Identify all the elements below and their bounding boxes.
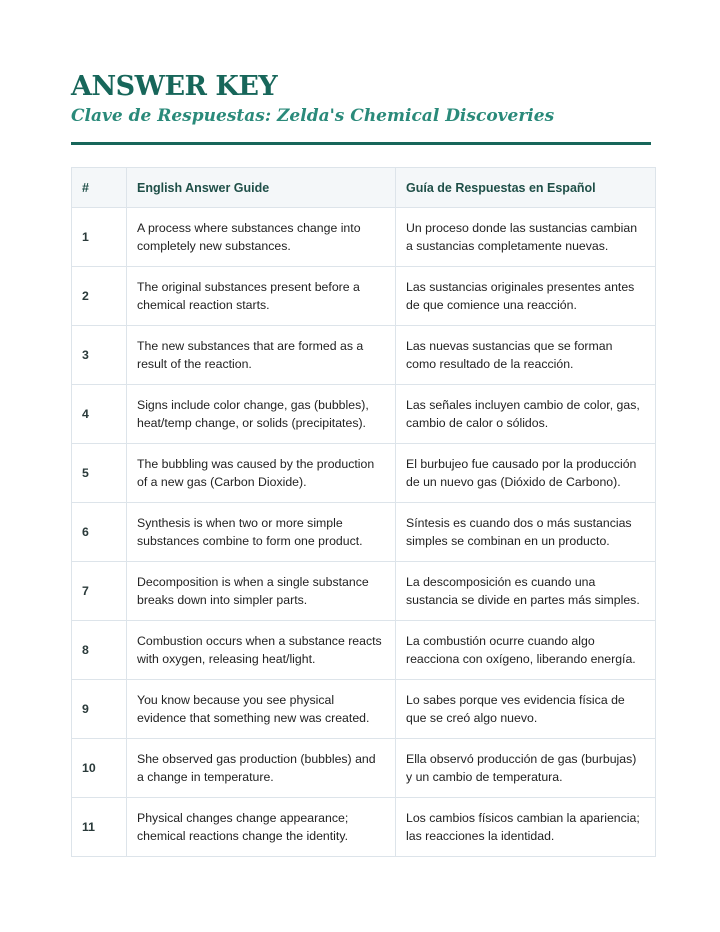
english-answer: A process where substances change into completely new substances.: [127, 208, 396, 267]
answer-number: 4: [72, 385, 127, 444]
english-answer: Physical changes change appearance; chemical reactions change the identity.: [127, 798, 396, 857]
table-row: [72, 798, 656, 857]
column-header-spanish: Guía de Respuestas en Español: [396, 168, 656, 208]
spanish-answer: Los cambios físicos cambian la apariencia; las reacciones la identidad.: [396, 798, 656, 857]
answer-number: 7: [72, 562, 127, 621]
answer-number: 8: [72, 621, 127, 680]
title-divider: [71, 142, 651, 145]
english-answer: She observed gas production (bubbles) and a change in temperature.: [127, 739, 396, 798]
table-row: [72, 739, 656, 798]
english-answer: Synthesis is when two or more simple substances combine to form one product.: [127, 503, 396, 562]
answer-key-page: [71, 70, 651, 857]
table-row: [72, 208, 656, 267]
spanish-answer: Lo sabes porque ves evidencia física de que se creó algo nuevo.: [396, 680, 656, 739]
spanish-answer: Las señales incluyen cambio de color, gas, cambio de calor o sólidos.: [396, 385, 656, 444]
english-answer: The original substances present before a chemical reaction starts.: [127, 267, 396, 326]
answer-number: 10: [72, 739, 127, 798]
spanish-answer: Ella observó producción de gas (burbujas) y un cambio de temperatura.: [396, 739, 656, 798]
spanish-answer: Las nuevas sustancias que se forman como resultado de la reacción.: [396, 326, 656, 385]
english-answer: The new substances that are formed as a result of the reaction.: [127, 326, 396, 385]
answer-number: 11: [72, 798, 127, 857]
spanish-answer: Síntesis es cuando dos o más sustancias simples se combinan en un producto.: [396, 503, 656, 562]
answer-table: [71, 167, 656, 857]
table-row: [72, 680, 656, 739]
answer-number: 5: [72, 444, 127, 503]
english-answer: Combustion occurs when a substance reacts with oxygen, releasing heat/light.: [127, 621, 396, 680]
page-title: ANSWER KEY: [71, 71, 278, 102]
spanish-answer: La descomposición es cuando una sustancia se divide en partes más simples.: [396, 562, 656, 621]
table-row: [72, 326, 656, 385]
spanish-answer: Un proceso donde las sustancias cambian a sustancias completamente nuevas.: [396, 208, 656, 267]
spanish-answer: La combustión ocurre cuando algo reacciona con oxígeno, liberando energía.: [396, 621, 656, 680]
english-answer: You know because you see physical evidence that something new was created.: [127, 680, 396, 739]
column-header-english: English Answer Guide: [127, 168, 396, 208]
table-row: [72, 503, 656, 562]
table-row: [72, 444, 656, 503]
answer-number: 2: [72, 267, 127, 326]
page-subtitle: Clave de Respuestas: Zelda's Chemical Discoveries: [71, 106, 555, 126]
table-row: [72, 562, 656, 621]
column-header-number: #: [72, 168, 127, 208]
spanish-answer: El burbujeo fue causado por la producción de un nuevo gas (Dióxido de Carbono).: [396, 444, 656, 503]
answer-number: 1: [72, 208, 127, 267]
spanish-answer: Las sustancias originales presentes antes de que comience una reacción.: [396, 267, 656, 326]
answer-number: 9: [72, 680, 127, 739]
table-row: [72, 385, 656, 444]
table-header-row: [72, 168, 656, 208]
english-answer: The bubbling was caused by the production of a new gas (Carbon Dioxide).: [127, 444, 396, 503]
table-row: [72, 621, 656, 680]
english-answer: Signs include color change, gas (bubbles), heat/temp change, or solids (precipitates).: [127, 385, 396, 444]
english-answer: Decomposition is when a single substance breaks down into simpler parts.: [127, 562, 396, 621]
table-row: [72, 267, 656, 326]
answer-number: 6: [72, 503, 127, 562]
answer-number: 3: [72, 326, 127, 385]
